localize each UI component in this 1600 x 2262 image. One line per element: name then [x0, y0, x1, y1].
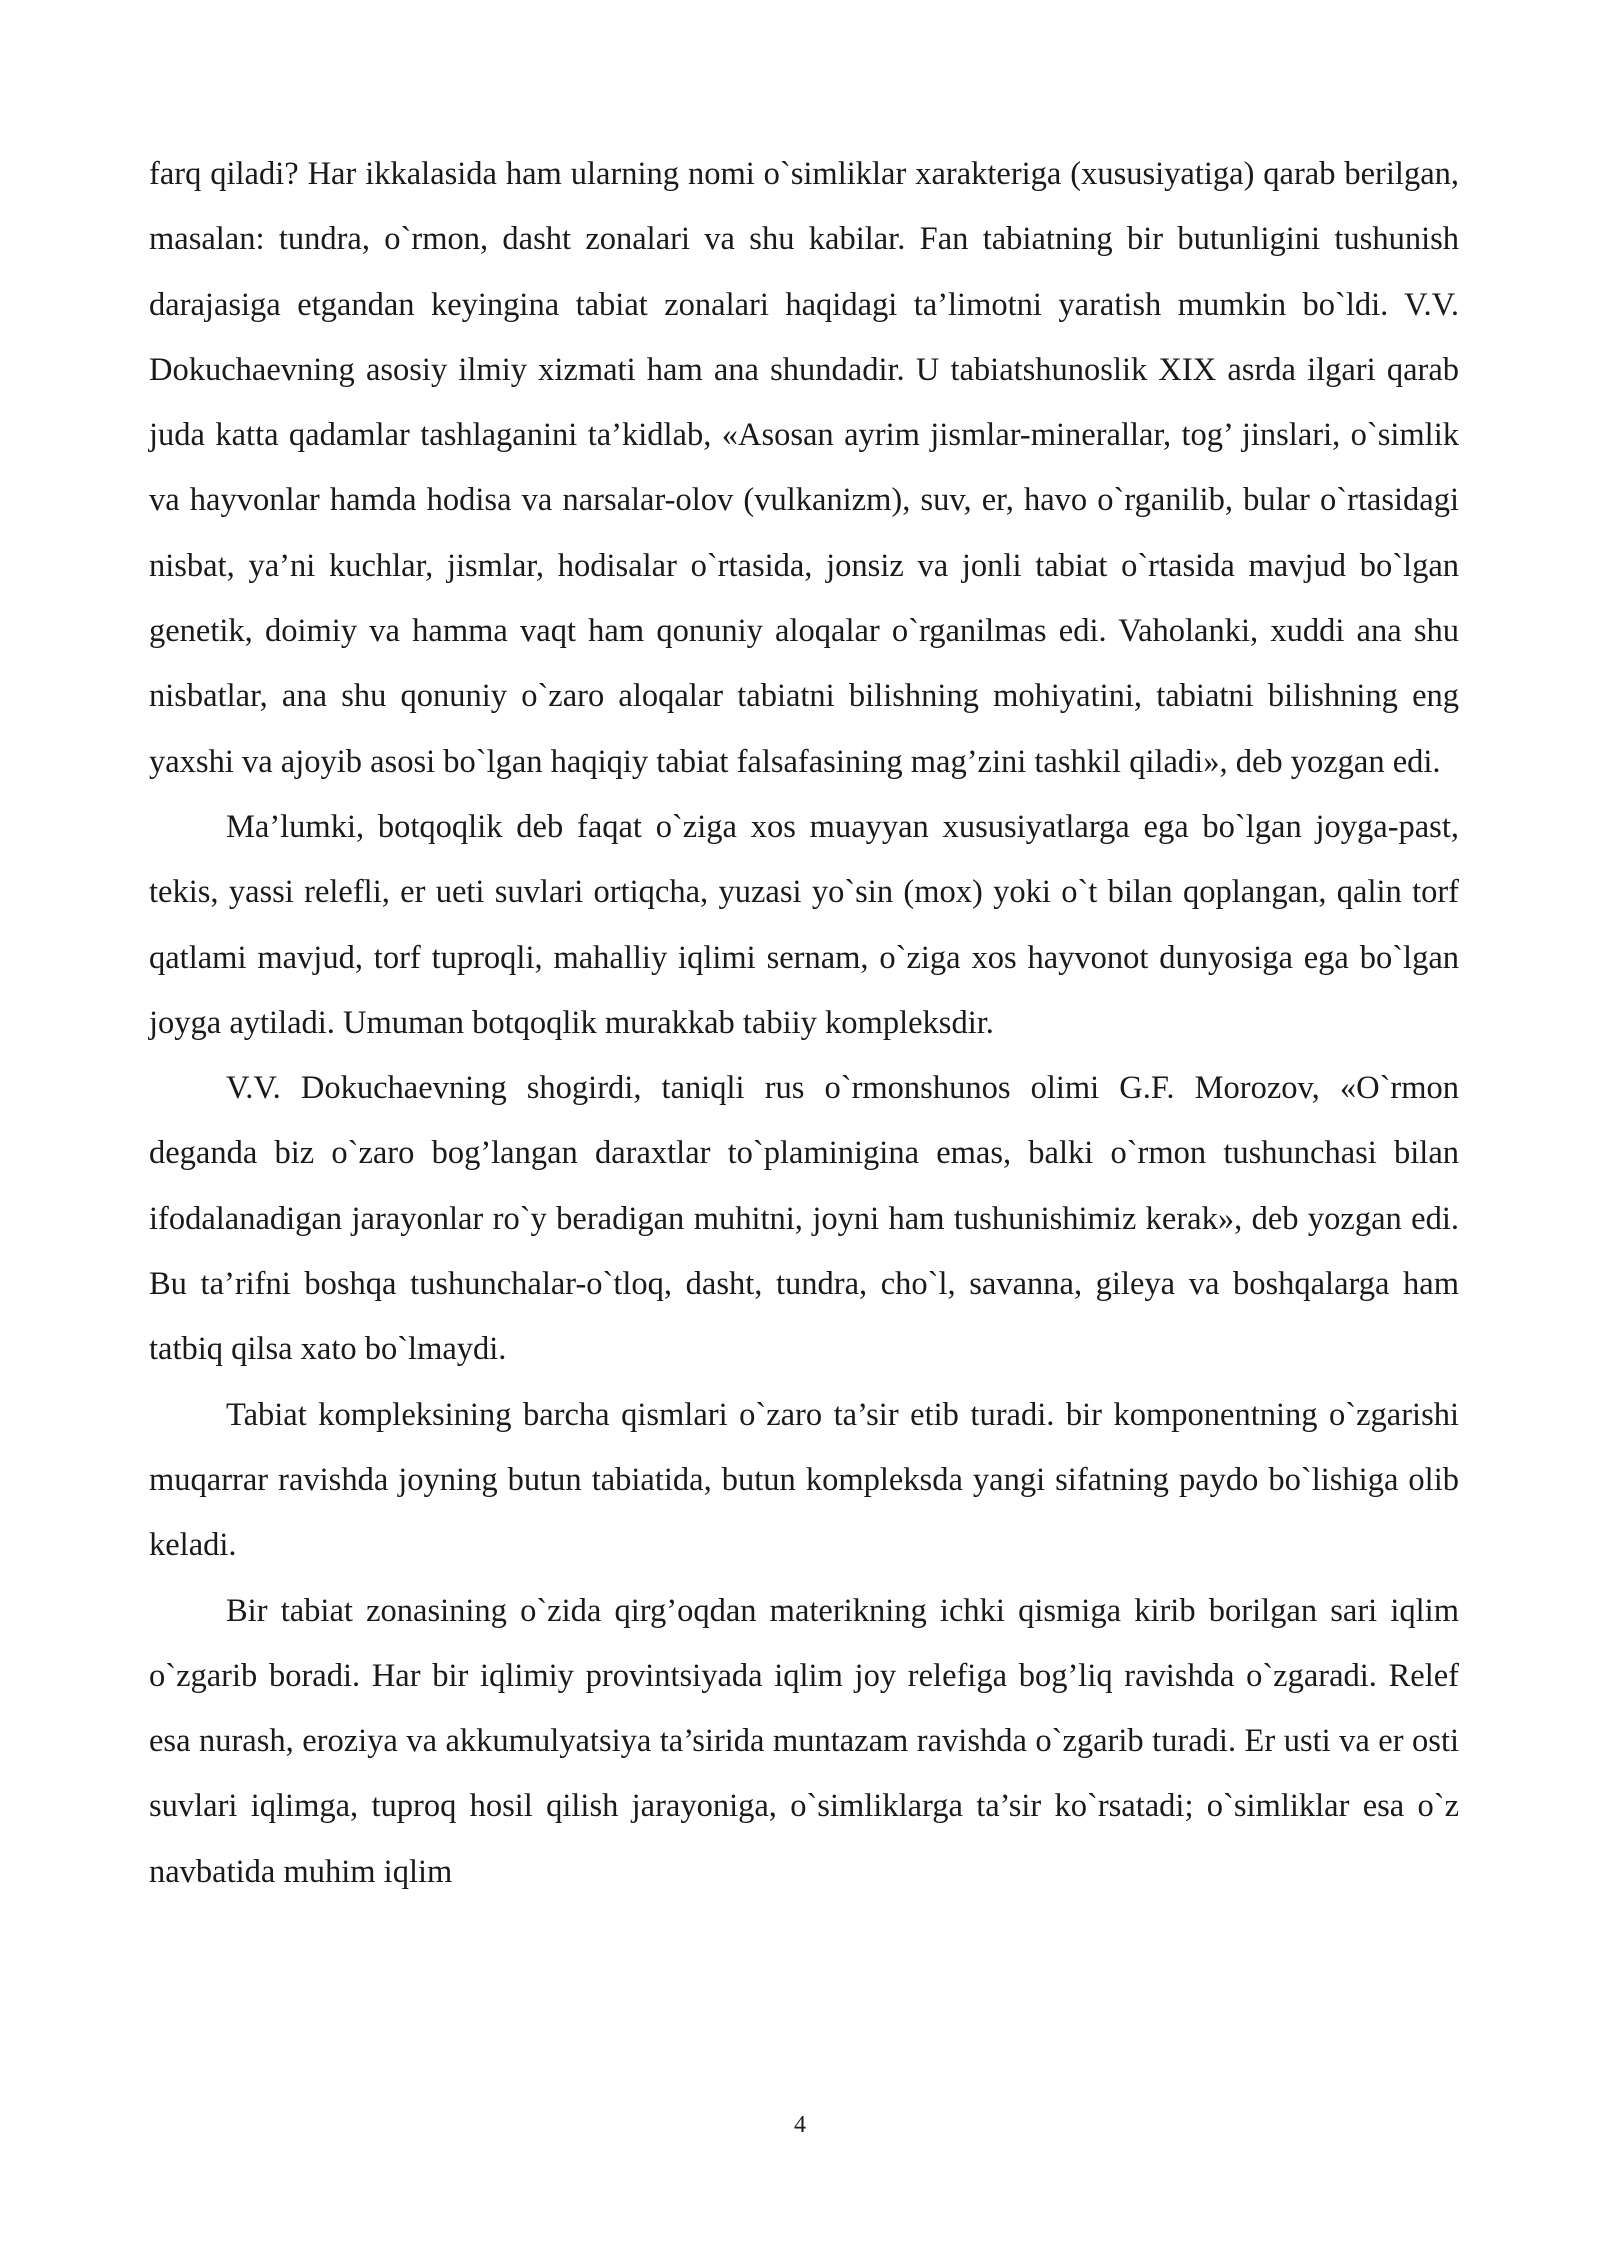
paragraph: farq qiladi? Har ikkalasida ham ularning nomi o`simliklar xarakteriga (xususiyatiga) qarab berilgan, masalan: tundra, o`rmon, dasht zonalari va shu kabilar. Fan tabiatning bir butunligini tushunish darajasiga etgandan keyingina tabiat zonalari haqidagi ta’limotni yaratish mumkin bo`ldi. V.V. Dokuchaevning asosiy ilmiy xizmati ham ana shundadir. U tabiatshunoslik XIX asrda ilgari qarab juda katta qadamlar tashlaganini ta’kidlab, «Asosan ayrim jismlar-minerallar, tog’ jinslari, o`simlik va hayvonlar hamda hodisa va narsalar-olov (vulkanizm), suv, er, havo o`rganilib, bular o`rtasidagi nisbat, ya’ni kuchlar, jismlar, hodisalar o`rtasida, jonsiz va jonli tabiat o`rtasida mavjud bo`lgan genetik, doimiy va hamma vaqt ham qonuniy aloqalar o`rganilmas edi. Vaholanki, xuddi ana shu nisbatlar, ana shu qonuniy o`zaro aloqalar tabiatni bilishning mohiyatini, tabiatni bilishning eng yaxshi va ajoyib asosi bo`lgan haqiqiy tabiat falsafasining mag’zini tashkil qiladi», deb yozgan edi. [149, 156, 1459, 780]
paragraph: Tabiat kompleksining barcha qismlari o`zaro ta’sir etib turadi. bir komponentning o`zgarishi muqarrar ravishda joyning butun tabiatida, butun kompleksda yangi sifatning paydo bo`lishiga olib keladi. [149, 1396, 1459, 1564]
paragraph: Bir tabiat zonasining o`zida qirg’oqdan materikning ichki qismiga kirib borilgan sari iqlim o`zgarib boradi. Har bir iqlimiy provintsiyada iqlim joy relefiga bog’liq ravishda o`zgaradi. Relef esa nurash, eroziya va akkumulyatsiya ta’sirida muntazam ravishda o`zgarib turadi. Er usti va er osti suvlari iqlimga, tuproq hosil qilish jarayoniga, o`simliklarga ta’sir ko`rsatadi; o`simliklar esa o`z navbatida muhim iqlim [149, 1592, 1459, 1890]
page-number: 4 [794, 2112, 806, 2138]
paragraph: Ma’lumki, botqoqlik deb faqat o`ziga xos muayyan xususiyatlarga ega bo`lgan joyga-past, tekis, yassi relefli, er ueti suvlari ortiqcha, yuzasi yo`sin (mox) yoki o`t bilan qoplangan, qalin torf qatlami mavjud, torf tuproqli, mahalliy iqlimi sernam, o`ziga xos hayvonot dunyosiga ega bo`lgan joyga aytiladi. Umuman botqoqlik murakkab tabiiy kompleksdir. [149, 808, 1459, 1041]
body-text [149, 142, 1459, 1905]
paragraph: V.V. Dokuchaevning shogirdi, taniqli rus o`rmonshunos olimi G.F. Morozov, «O`rmon deganda biz o`zaro bog’langan daraxtlar to`plaminigina emas, balki o`rmon tushunchasi bilan ifodalanadigan jarayonlar ro`y beradigan muhitni, joyni ham tushunishimiz kerak», deb yozgan edi. Bu ta’rifni boshqa tushunchalar-o`tloq, dasht, tundra, cho`l, savanna, gileya va boshqalarga ham tatbiq qilsa xato bo`lmaydi. [149, 1070, 1459, 1368]
